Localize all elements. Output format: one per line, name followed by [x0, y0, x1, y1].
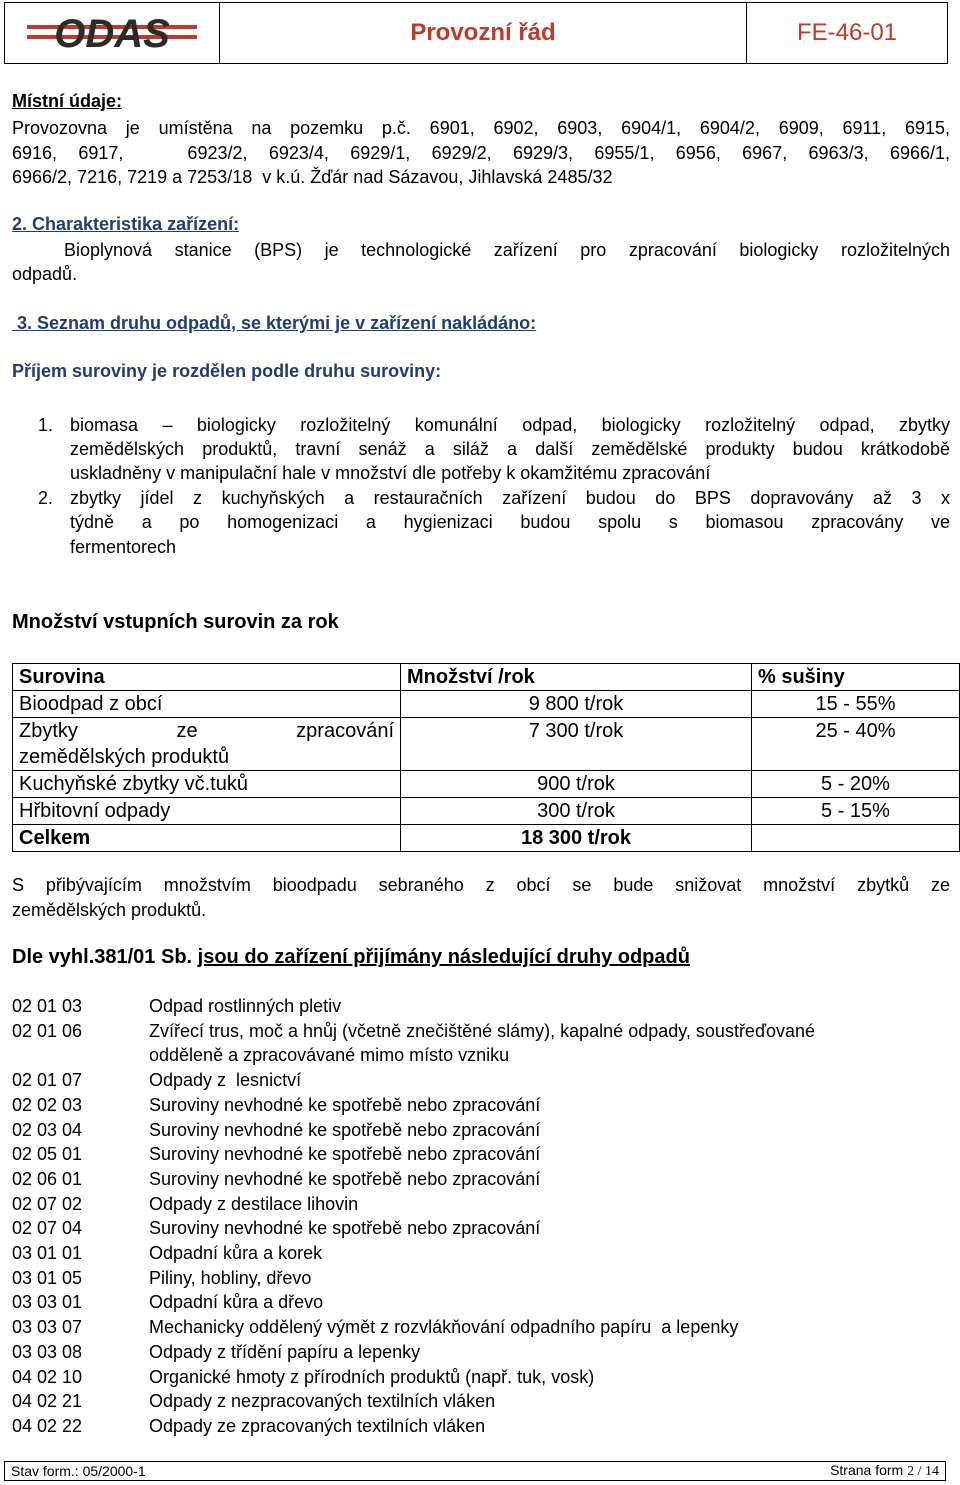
waste-description: odděleně a zpracovávané mimo místo vzniku [149, 1045, 510, 1066]
list-item [12, 1192, 960, 1217]
waste-description: Odpadní kůra a dřevo [149, 1292, 324, 1313]
section-3-heading: 3. Seznam druhu odpadů, se kterými je v zařízení nakládáno: [12, 313, 537, 333]
list-item [12, 1118, 960, 1143]
amount-cell: 300 t/rok [401, 798, 752, 825]
local-line-1: Provozovna je umístěna na pozemku p.č. 6901, 6902, 6903, 6904/1, 6904/2, 6909, 6911, 6915, [12, 118, 950, 138]
total-amount: 18 300 t/rok [401, 825, 752, 852]
waste-code: 02 07 04 [12, 1218, 83, 1239]
item-1-line-1: biomasa – biologicky rozložitelný komunální odpad, biologicky rozložitelný odpad, zbytky [70, 415, 950, 435]
waste-code: 02 01 03 [12, 996, 83, 1016]
list-item [12, 1266, 960, 1291]
item-1-number: 1. [38, 415, 54, 435]
dry-matter-cell: 15 - 55% [752, 691, 960, 718]
dry-matter-cell: 5 - 15% [752, 798, 960, 825]
total-dry-matter [752, 825, 960, 852]
waste-code: 02 05 01 [12, 1144, 83, 1165]
waste-code: 03 01 05 [12, 1267, 83, 1288]
item-2-line-1: zbytky jídel z kuchyňských a restauračních zařízení budou do BPS dopravovány až 3 x [70, 488, 950, 508]
waste-description: Piliny, hobliny, dřevo [149, 1267, 312, 1288]
list-item [12, 994, 960, 1019]
waste-code: 03 03 01 [12, 1292, 83, 1313]
waste-code: 02 01 06 [12, 1020, 83, 1041]
document-code: FE-46-01 [796, 19, 898, 46]
list-item [12, 1167, 960, 1192]
item-1-line-2: zemědělských produktů, travní senáž a siláž a další zemědělské produkty budou krátkodobě [70, 439, 950, 459]
list-item [12, 1019, 960, 1044]
waste-heading-rest: jsou do zařízení přijímány následující druhy odpadů [197, 946, 690, 968]
waste-codes-list [12, 994, 960, 1439]
waste-heading [12, 944, 690, 970]
quantity-note-line-1: S přibývajícím množstvím bioodpadu sebraného z obcí se bude snižovat množství zbytků ze [12, 875, 950, 895]
waste-code: 04 02 22 [12, 1415, 83, 1436]
waste-description: Odpady ze zpracovaných textilních vláken [149, 1415, 486, 1436]
waste-code [12, 1043, 149, 1068]
local-line-2: 6916, 6917, 6923/2, 6923/4, 6929/1, 6929/2, 6929/3, 6955/1, 6956, 6967, 6963/3, 6966/1, [12, 143, 950, 163]
table-header-row [13, 664, 960, 691]
list-item [12, 1389, 960, 1414]
waste-description: Odpady z třídění papíru a lepenky [149, 1341, 421, 1362]
waste-description: Odpadní kůra a korek [149, 1243, 323, 1264]
list-item [12, 1216, 960, 1241]
list-item [12, 1315, 960, 1340]
quantity-heading: Množství vstupních surovin za rok [12, 611, 339, 633]
dry-matter-cell: 25 - 40% [752, 718, 960, 771]
waste-code: 04 02 10 [12, 1366, 83, 1387]
waste-code: 03 03 07 [12, 1317, 83, 1338]
list-item [12, 1290, 960, 1315]
waste-code: 02 03 04 [12, 1119, 83, 1140]
page-number-value: 2 / 14 [907, 1464, 939, 1479]
page-footer [4, 1461, 946, 1481]
table-row [13, 798, 960, 825]
column-header-amount: Množství /rok [401, 664, 752, 691]
amount-cell: 9 800 t/rok [401, 691, 752, 718]
amount-cell: 7 300 t/rok [401, 718, 752, 771]
waste-code: 03 03 08 [12, 1341, 83, 1362]
section-2-line-1: Bioplynová stanice (BPS) je technologické zařízení pro zpracování biologicky rozložitelných [64, 240, 950, 260]
waste-description: Suroviny nevhodné ke spotřebě nebo zpracování [149, 1144, 541, 1165]
list-item [12, 1365, 960, 1390]
column-header-dry-matter: % sušiny [752, 664, 960, 691]
table-total-row [13, 825, 960, 852]
waste-description: Suroviny nevhodné ke spotřebě nebo zpracování [149, 1168, 541, 1189]
waste-description: Odpady z lesnictví [149, 1070, 302, 1091]
item-1-line-3: uskladněny v manipulační hale v množství dle potřeby k okamžitému zpracování [70, 463, 711, 483]
material-cell: Hřbitovní odpady [13, 798, 401, 825]
waste-description: Suroviny nevhodné ke spotřebě nebo zpracování [149, 1218, 541, 1239]
page-number-label: Strana form [830, 1462, 908, 1478]
item-2-line-3: fermentorech [70, 537, 177, 557]
list-item [12, 1414, 960, 1439]
column-header-material: Surovina [13, 664, 401, 691]
local-line-3: 6966/2, 7216, 7219 a 7253/18 v k.ú. Žďár nad Sázavou, Jihlavská 2485/32 [12, 167, 613, 187]
section-2-heading: 2. Charakteristika zařízení: [12, 214, 240, 234]
material-cell: Zbytky ze zpracování zemědělských produktů [13, 718, 401, 771]
waste-heading-prefix: Dle vyhl.381/01 Sb. [12, 946, 198, 968]
section-2-line-2: odpadů. [12, 264, 78, 284]
list-item [12, 1043, 960, 1068]
list-item [12, 1241, 960, 1266]
waste-description: Odpady z nezpracovaných textilních vláken [149, 1391, 496, 1412]
waste-description: Organické hmoty z přírodních produktů (např. tuk, vosk) [149, 1366, 595, 1387]
total-label: Celkem [13, 825, 401, 852]
amount-cell: 900 t/rok [401, 771, 752, 798]
waste-code: 02 06 01 [12, 1168, 83, 1189]
page-number [830, 1462, 939, 1480]
list-item [12, 1340, 960, 1365]
list-item [12, 1093, 960, 1118]
waste-code: 02 01 07 [12, 1070, 83, 1091]
dry-matter-cell: 5 - 20% [752, 771, 960, 798]
waste-code: 04 02 21 [12, 1391, 83, 1412]
quantity-table [12, 663, 960, 852]
waste-description: Suroviny nevhodné ke spotřebě nebo zpracování [149, 1094, 541, 1115]
table-row [13, 691, 960, 718]
waste-description: Odpady z destilace lihovin [149, 1193, 359, 1214]
odas-logo-icon [27, 11, 197, 55]
company-logo [5, 3, 220, 63]
waste-description: Suroviny nevhodné ke spotřebě nebo zpracování [149, 1119, 541, 1140]
waste-code: 03 01 01 [12, 1243, 83, 1264]
logo-wordmark: ODAS [54, 12, 170, 55]
waste-description: Zvířecí trus, moč a hnůj (včetně znečištěné slámy), kapalné odpady, soustřeďované [149, 1020, 816, 1041]
material-cell: Kuchyňské zbytky vč.tuků [13, 771, 401, 798]
table-row [13, 771, 960, 798]
item-2-number: 2. [38, 488, 54, 508]
document-title: Provozní řád [220, 3, 747, 63]
quantity-note-line-2: zemědělských produktů. [12, 900, 207, 920]
local-heading: Místní údaje: [12, 91, 123, 111]
waste-code: 02 07 02 [12, 1193, 83, 1214]
list-item [12, 1068, 960, 1093]
section-3-subheading: Příjem suroviny je rozdělen podle druhu suroviny: [12, 361, 442, 381]
waste-description: Mechanicky oddělený výmět z rozvlákňování odpadního papíru a lepenky [149, 1317, 739, 1338]
waste-description: Odpad rostlinných pletiv [149, 996, 342, 1016]
waste-code: 02 02 03 [12, 1094, 83, 1115]
material-cell: Bioodpad z obcí [13, 691, 401, 718]
list-item [12, 1142, 960, 1167]
page-header [4, 2, 948, 64]
item-2-line-2: týdně a po homogenizaci a hygienizaci budou spolu s biomasou zpracovány ve [70, 512, 950, 532]
table-row [13, 718, 960, 771]
form-status: Stav form.: 05/2000-1 [11, 1463, 146, 1479]
